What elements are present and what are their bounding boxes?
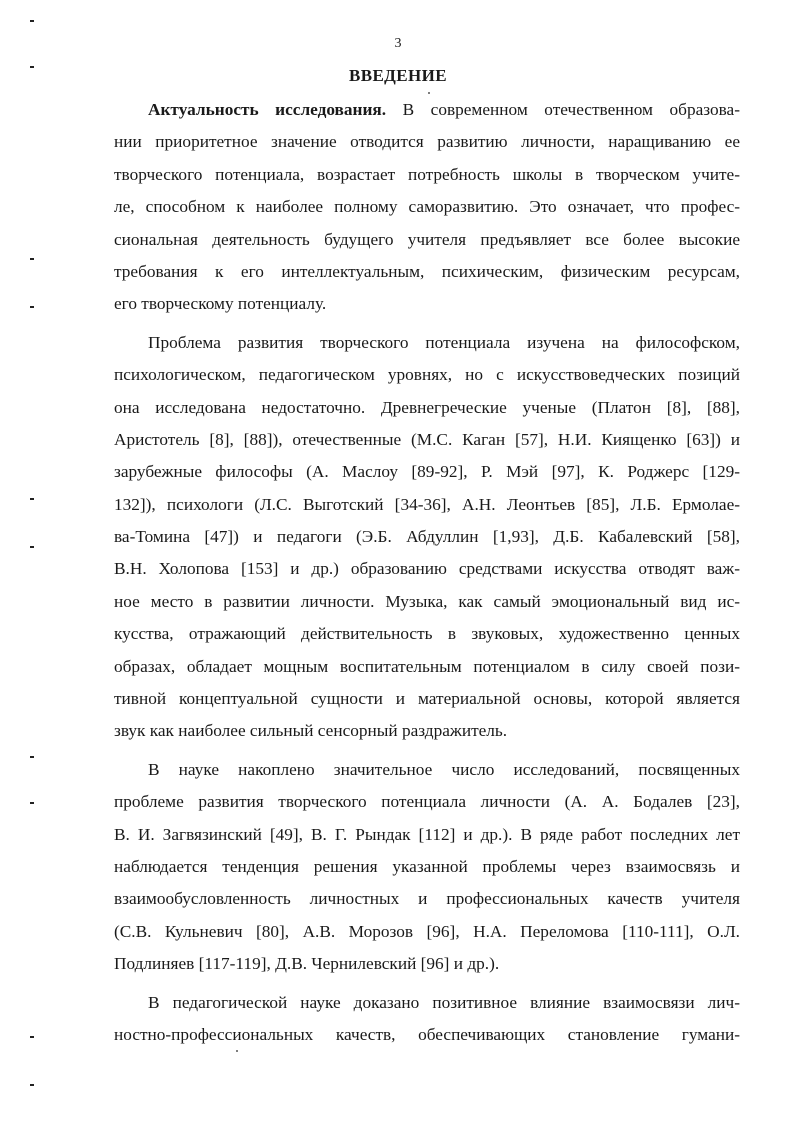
text-line: ное место в развитии личности. Музыка, как самый эмоциональный вид ис- <box>114 591 740 611</box>
text-line: зарубежные философы (А. Маслоу [89-92], Р. Мэй [97], К. Роджерс [129- <box>114 462 740 482</box>
line-text: В современном отечественном образова- <box>386 100 740 119</box>
scan-mark <box>30 258 34 260</box>
page-number: 3 <box>394 36 402 51</box>
text-line: Аристотель [8], [88]), отечественные (М.С. Каган [57], Н.И. Киященко [63]) и <box>114 429 740 449</box>
text-line: ва-Томина [47]) и педагоги (Э.Б. Абдуллин [1,93], Д.Б. Кабалевский [58], <box>114 527 740 547</box>
scan-mark <box>30 306 34 308</box>
text-line: психологическом, педагогическом уровнях, но с искусствоведческих позиций <box>114 365 740 385</box>
text-line: наблюдается тенденция решения указанной проблемы через взаимосвязь и <box>114 856 740 876</box>
text-line: образах, обладает мощным воспитательным потенциалом в силу своей пози- <box>114 656 740 676</box>
paragraph-lead: Актуальность исследования. <box>148 100 387 119</box>
paragraph-3 <box>114 754 740 981</box>
paragraph-1 <box>114 94 740 321</box>
scan-mark <box>30 546 34 548</box>
scan-mark <box>30 1036 34 1038</box>
scan-dot <box>236 1050 238 1052</box>
scan-mark <box>30 66 34 68</box>
text-line: кусства, отражающий действительность в звуковых, художественно ценных <box>114 624 740 644</box>
text-line: она исследована недостаточно. Древнегреческие ученые (Платон [8], [88], <box>114 397 740 417</box>
text-line: требования к его интеллектуальным, психическим, физическим ресурсам, <box>114 261 740 281</box>
text-line: проблеме развития творческого потенциала личности (А. А. Бодалев [23], <box>114 792 740 812</box>
text-line: В. И. Загвязинский [49], В. Г. Рындак [112] и др.). В ряде работ последних лет <box>114 824 740 844</box>
text-line: В.Н. Холопова [153] и др.) образованию средствами искусства отводят важ- <box>114 559 740 579</box>
text-line: звук как наиболее сильный сенсорный раздражитель. <box>114 721 508 741</box>
text-line: (С.В. Кульневич [80], А.В. Морозов [96], Н.А. Переломова [110-111], О.Л. <box>114 921 740 941</box>
body-text <box>114 94 740 1051</box>
text-line: взаимообусловленность личностных и профессиональных качеств учителя <box>114 889 740 909</box>
text-line <box>114 94 740 126</box>
scan-mark <box>30 1084 34 1086</box>
text-line: тивной концептуальной сущности и материальной основы, которой является <box>114 689 740 709</box>
text-line: Подлиняев [117-119], Д.В. Чернилевский [96] и др.). <box>114 954 500 974</box>
scan-mark <box>30 20 34 22</box>
text-line: ле, способном к наиболее полному саморазвитию. Это означает, что профес- <box>114 197 740 217</box>
text-line: творческого потенциала, возрастает потребность школы в творческом учите- <box>114 164 740 184</box>
scan-dot <box>428 92 430 94</box>
text-line: его творческому потенциалу. <box>114 294 327 314</box>
text-line: В педагогической науке доказано позитивное влияние взаимосвязи лич- <box>148 992 740 1012</box>
page-title: ВВЕДЕНИЕ <box>348 66 448 85</box>
paragraph-4 <box>114 987 740 1052</box>
text-line: нии приоритетное значение отводится развитию личности, наращиванию ее <box>114 132 740 152</box>
scan-mark <box>30 802 34 804</box>
paragraph-2 <box>114 327 740 748</box>
text-line: Проблема развития творческого потенциала изучена на философском, <box>148 332 740 352</box>
text-line: В науке накоплено значительное число исследований, посвященных <box>148 759 740 779</box>
scan-mark <box>30 498 34 500</box>
scan-mark <box>30 756 34 758</box>
text-line: ностно-профессиональных качеств, обеспечивающих становление гумани- <box>114 1024 740 1044</box>
text-line: сиональная деятельность будущего учителя предъявляет все более высокие <box>114 229 740 249</box>
text-line: 132]), психологи (Л.С. Выготский [34-36], А.Н. Леонтьев [85], Л.Б. Ермолае- <box>114 494 740 514</box>
